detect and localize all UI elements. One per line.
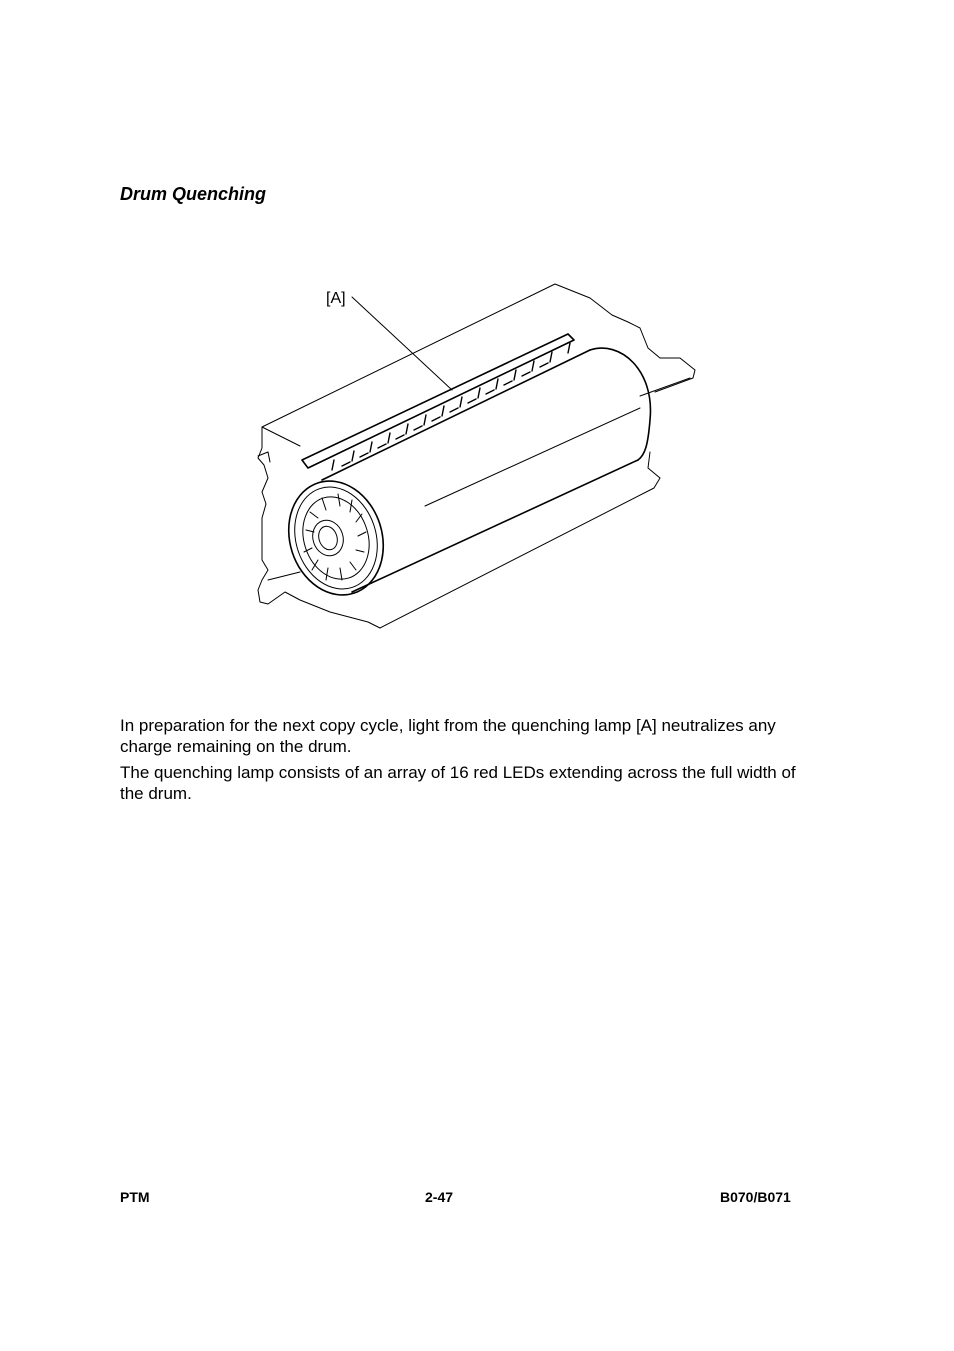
footer-page-number: 2-47 — [425, 1189, 454, 1205]
drum-hub — [308, 516, 348, 560]
paragraph-quenching-leds: The quenching lamp consists of an array of 16 red LEDs extending across the full width of the drum. — [120, 763, 796, 803]
drum-bottom-line — [352, 460, 638, 592]
frame-bottom-lip — [268, 572, 300, 580]
callout-a-label: [A] — [326, 290, 346, 307]
drum-hub-bore — [316, 524, 341, 552]
drum-top-line — [322, 350, 590, 480]
quenching-lamp-bar — [302, 334, 574, 468]
drum-flange-spokes — [304, 494, 366, 580]
drum-right-end — [590, 348, 650, 460]
frame-bottom-edge — [380, 452, 660, 628]
drum-quenching-illustration — [240, 270, 710, 640]
quenching-lamp-bar-face — [308, 340, 574, 468]
drum-flange-outer — [274, 469, 397, 608]
frame-left-tab — [262, 427, 300, 446]
paragraph-quenching-purpose: In preparation for the next copy cycle, light from the quenching lamp [A] neutralizes any charge remaining on the drum. — [120, 716, 776, 756]
footer-manual-section: PTM — [120, 1189, 150, 1205]
quenching-lamp-leds — [332, 343, 570, 470]
section-title: Drum Quenching — [120, 184, 267, 204]
drum-flange-inner — [293, 488, 380, 588]
footer-model-code: B070/B071 — [720, 1189, 791, 1205]
drum-highlight — [425, 408, 640, 506]
frame-left-side — [258, 427, 380, 628]
